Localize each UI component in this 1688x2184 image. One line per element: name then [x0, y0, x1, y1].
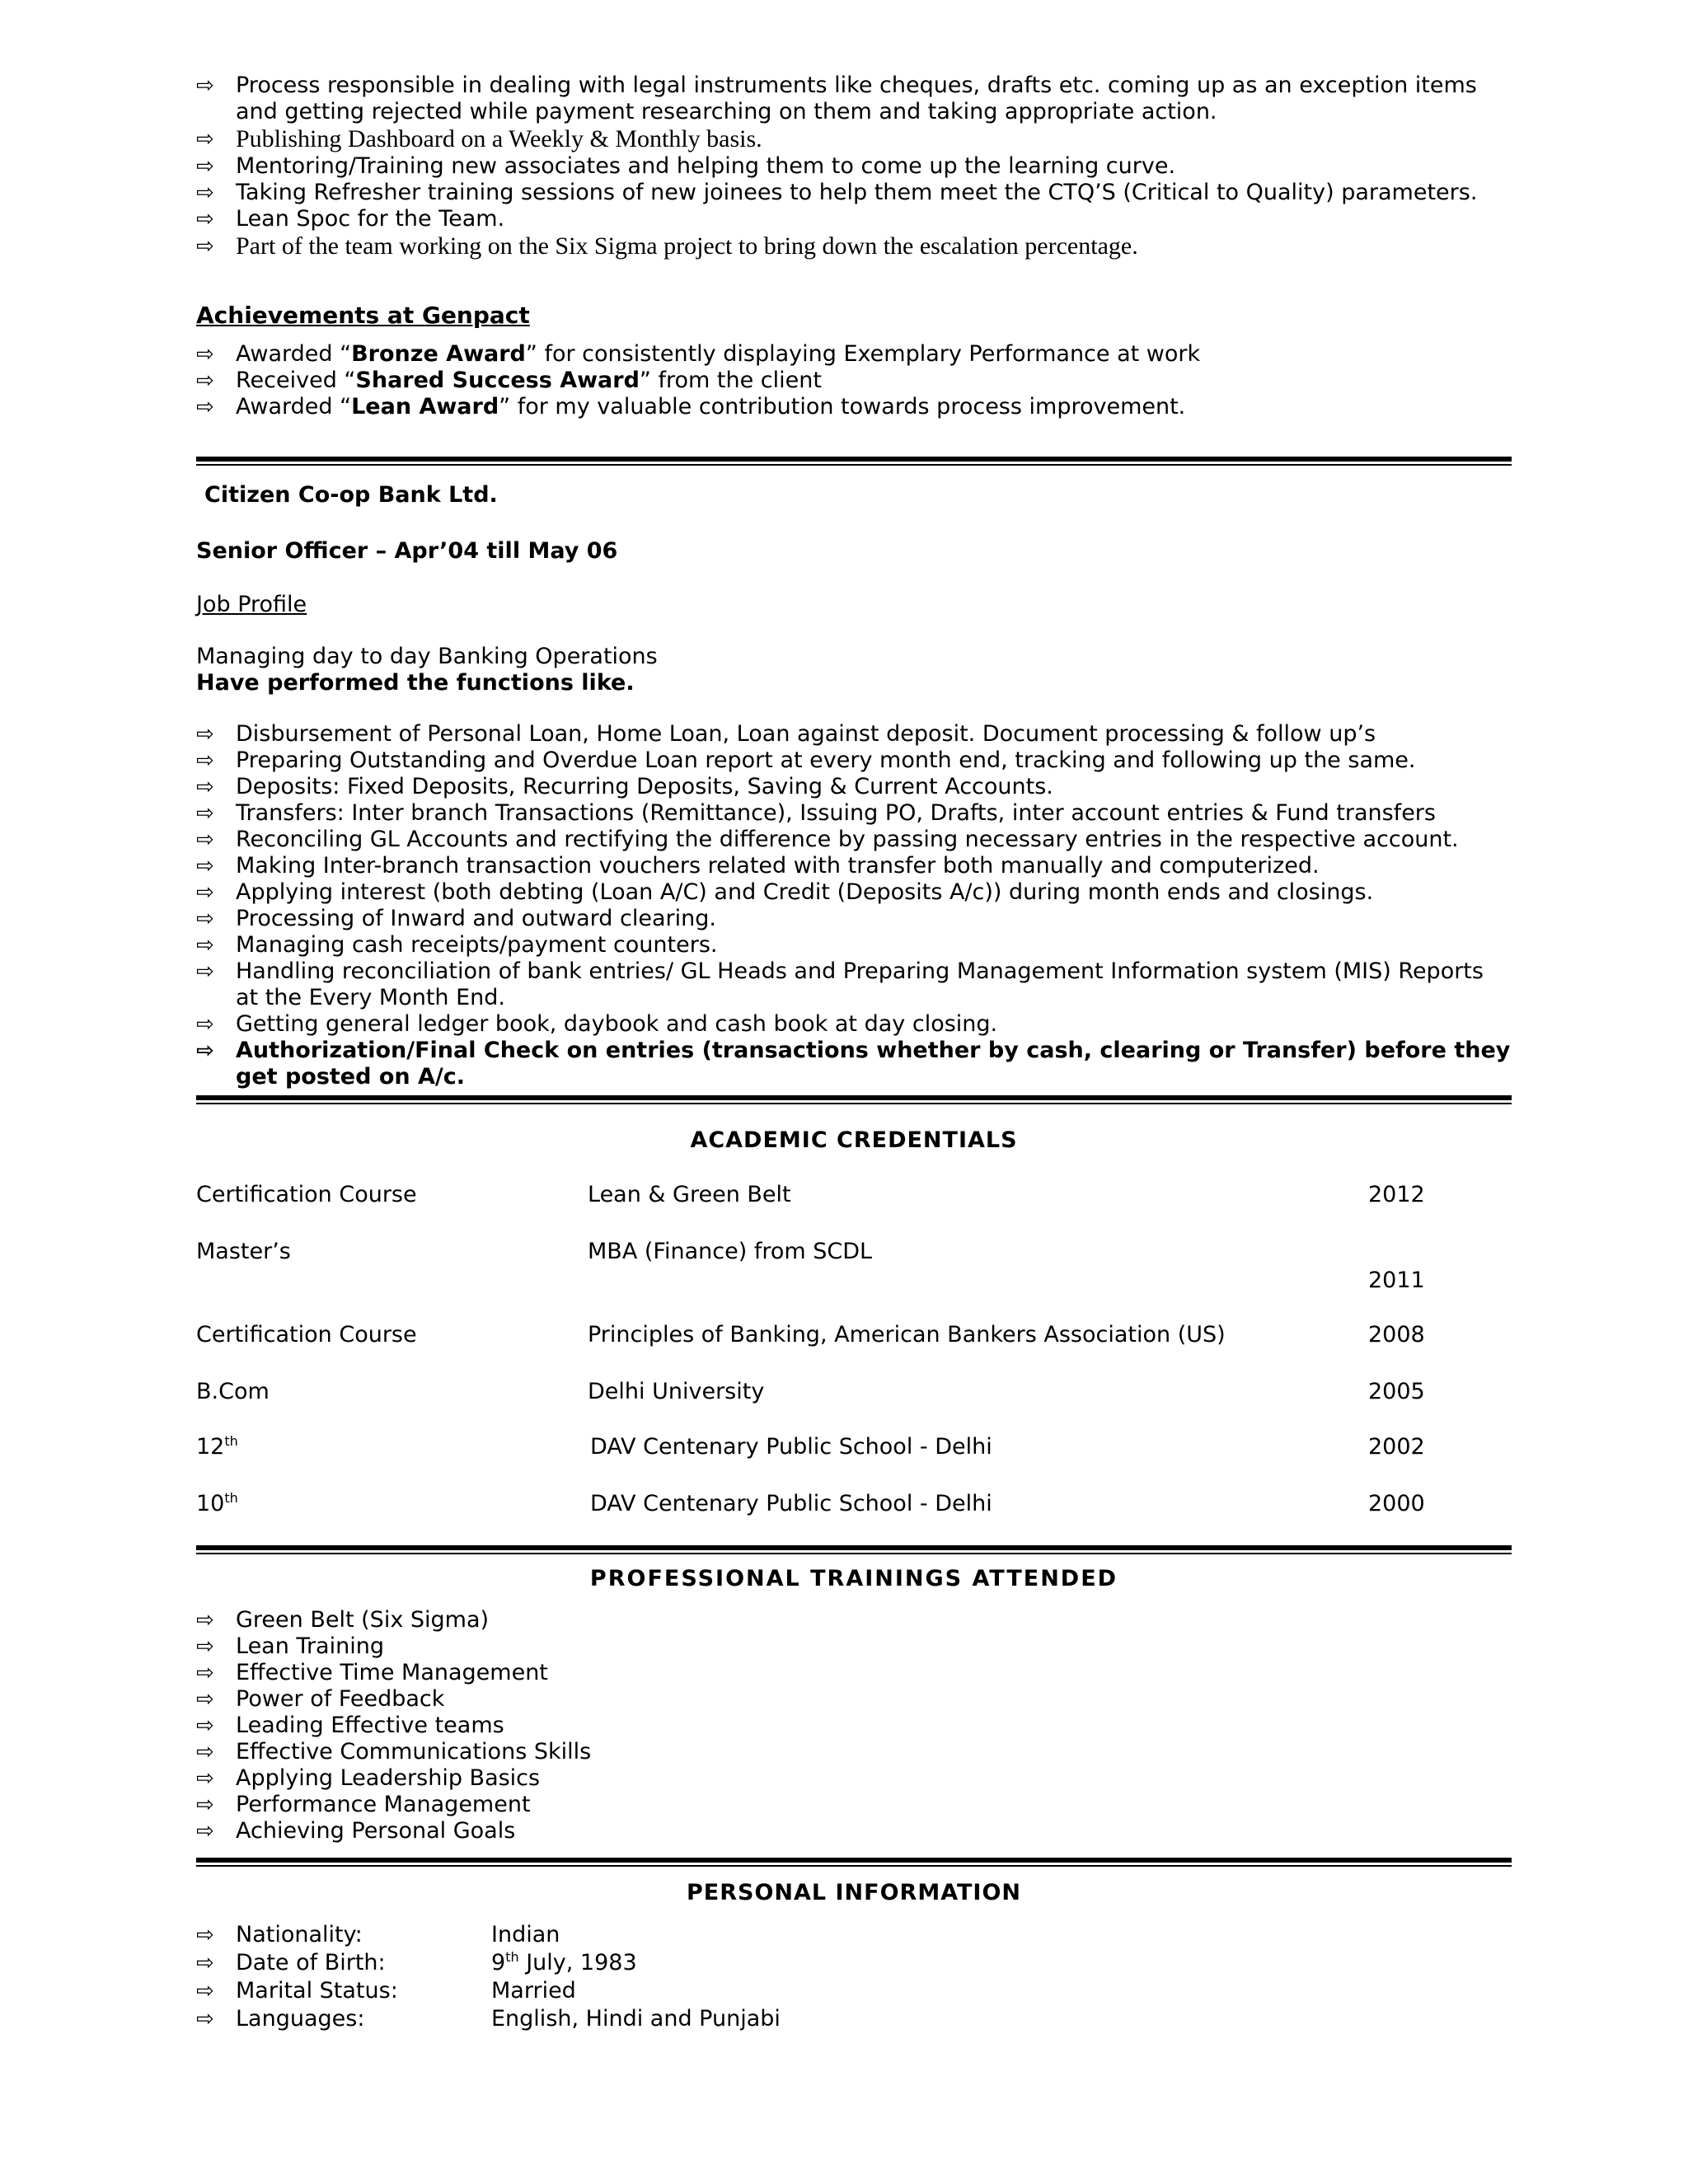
table-row: Certification Course Lean & Green Belt 2012	[196, 1182, 1425, 1207]
list-item: ⇨ Deposits: Fixed Deposits, Recurring Deposits, Saving & Current Accounts.	[196, 774, 1053, 799]
arrow-bullet-icon: ⇨	[196, 73, 214, 98]
arrow-bullet-icon: ⇨	[196, 1038, 214, 1063]
arrow-bullet-icon: ⇨	[196, 775, 214, 799]
arrow-bullet-icon: ⇨	[196, 1793, 214, 1817]
list-item: ⇨ Performance Management	[196, 1792, 531, 1817]
arrow-bullet-icon: ⇨	[196, 1713, 214, 1738]
section-divider	[196, 457, 1512, 466]
list-item: ⇨ Reconciling GL Accounts and rectifying the difference by passing necessary entries in the respective account.	[196, 827, 1459, 852]
arrow-bullet-icon: ⇨	[196, 1687, 214, 1712]
achievements-list	[196, 341, 1512, 420]
list-item: ⇨ Green Belt (Six Sigma)	[196, 1607, 490, 1633]
arrow-bullet-icon: ⇨	[196, 1819, 214, 1844]
list-item: ⇨ Preparing Outstanding and Overdue Loan report at every month end, tracking and following up the same.	[196, 748, 1416, 773]
functions-list	[196, 721, 1512, 1090]
job-summary: Managing day to day Banking Operations	[196, 644, 658, 669]
arrow-bullet-icon: ⇨	[196, 368, 214, 393]
list-item: ⇨ Awarded “Lean Award” for my valuable contribution towards process improvement.	[196, 394, 1186, 419]
arrow-bullet-icon: ⇨	[196, 1951, 214, 1975]
arrow-bullet-icon: ⇨	[196, 933, 214, 958]
trainings-list	[196, 1607, 1512, 1844]
arrow-bullet-icon: ⇨	[196, 827, 214, 852]
list-item: ⇨ Awarded “Bronze Award” for consistently displaying Exemplary Performance at work	[196, 341, 1201, 367]
arrow-bullet-icon: ⇨	[196, 748, 214, 773]
list-item: ⇨ Nationality: Indian	[196, 1922, 560, 1947]
arrow-bullet-icon: ⇨	[196, 234, 214, 259]
list-item: ⇨ Power of Feedback	[196, 1686, 445, 1712]
trainings-title: PROFESSIONAL TRAININGS ATTENDED	[589, 1566, 1118, 1591]
arrow-bullet-icon: ⇨	[196, 180, 214, 205]
arrow-bullet-icon: ⇨	[196, 1012, 214, 1037]
arrow-bullet-icon: ⇨	[196, 880, 214, 905]
arrow-bullet-icon: ⇨	[196, 1634, 214, 1659]
arrow-bullet-icon: ⇨	[196, 1740, 214, 1765]
personal-list	[196, 1921, 1512, 2033]
section-divider	[196, 1095, 1512, 1104]
section-divider	[196, 1545, 1512, 1554]
achievements-heading: Achievements at Genpact	[196, 302, 530, 329]
arrow-bullet-icon: ⇨	[196, 1661, 214, 1685]
company-name: Citizen Co-op Bank Ltd.	[204, 482, 498, 508]
list-item: ⇨ Lean Training	[196, 1633, 384, 1659]
table-row: 12th DAV Centenary Public School - Delhi 2002	[196, 1433, 1425, 1460]
section-divider	[196, 1858, 1512, 1867]
list-item: ⇨ Date of Birth: 9th July, 1983	[196, 1949, 637, 1975]
list-item: ⇨ Applying interest (both debting (Loan A/C) and Credit (Deposits A/c)) during month ends and closings.	[196, 879, 1374, 905]
arrow-bullet-icon: ⇨	[196, 154, 214, 179]
list-item: ⇨ Getting general ledger book, daybook and cash book at day closing.	[196, 1011, 998, 1037]
table-row: Certification Course Principles of Banking, American Bankers Association (US) 2008	[196, 1322, 1425, 1347]
list-item: ⇨ Mentoring/Training new associates and helping them to come up the learning curve.	[196, 153, 1176, 179]
academic-title: ACADEMIC CREDENTIALS	[690, 1127, 1018, 1153]
arrow-bullet-icon: ⇨	[196, 1608, 214, 1633]
list-item: ⇨ Languages: English, Hindi and Punjabi	[196, 2006, 781, 2032]
arrow-bullet-icon: ⇨	[196, 1923, 214, 1947]
arrow-bullet-icon: ⇨	[196, 207, 214, 232]
arrow-bullet-icon: ⇨	[196, 722, 214, 747]
job-profile-label: Job Profile	[196, 592, 307, 617]
list-item: ⇨ Transfers: Inter branch Transactions (Remittance), Issuing PO, Drafts, inter account entries & Fund transfers	[196, 800, 1436, 826]
list-item: ⇨ Managing cash receipts/payment counters.	[196, 932, 718, 958]
arrow-bullet-icon: ⇨	[196, 959, 214, 984]
list-item: ⇨ Authorization/Final Check on entries (transactions whether by cash, clearing or Transfer) before they get posted on A/c.	[196, 1038, 1511, 1090]
arrow-bullet-icon: ⇨	[196, 1766, 214, 1791]
resume-content	[196, 69, 1512, 2033]
academic-table	[196, 1182, 1512, 1524]
personal-title: PERSONAL INFORMATION	[686, 1880, 1022, 1905]
table-row: 10th DAV Centenary Public School - Delhi 2000	[196, 1490, 1425, 1516]
arrow-bullet-icon: ⇨	[196, 395, 214, 419]
arrow-bullet-icon: ⇨	[196, 2007, 214, 2032]
table-row: B.Com Delhi University 2005	[196, 1379, 1425, 1404]
list-item: ⇨ Leading Effective teams	[196, 1713, 504, 1738]
arrow-bullet-icon: ⇨	[196, 907, 214, 931]
list-item: ⇨ Part of the team working on the Six Sigma project to bring down the escalation percentage.	[196, 232, 1138, 260]
list-item: ⇨ Applying Leadership Basics	[196, 1765, 541, 1791]
table-row: Master’s MBA (Finance) from SCDL 2011	[196, 1239, 1425, 1293]
list-item: ⇨ Effective Time Management	[196, 1660, 548, 1685]
list-item: ⇨ Making Inter-branch transaction vouchers related with transfer both manually and computerized.	[196, 853, 1320, 879]
arrow-bullet-icon: ⇨	[196, 127, 214, 152]
arrow-bullet-icon: ⇨	[196, 854, 214, 879]
list-item: ⇨ Taking Refresher training sessions of new joinees to help them meet the CTQ’S (Critical to Quality) parameters.	[196, 180, 1478, 205]
top-bullet-list	[196, 73, 1512, 260]
arrow-bullet-icon: ⇨	[196, 342, 214, 367]
job-role: Senior Officer – Apr’04 till May 06	[196, 538, 618, 564]
list-item: ⇨ Handling reconciliation of bank entries/ GL Heads and Preparing Management Information system (MIS) Reports at the Every Month End.	[196, 958, 1484, 1010]
list-item: ⇨ Disbursement of Personal Loan, Home Loan, Loan against deposit. Document processing & follow up’s	[196, 721, 1376, 747]
arrow-bullet-icon: ⇨	[196, 1979, 214, 2004]
list-item: ⇨ Publishing Dashboard on a Weekly & Monthly basis.	[196, 125, 762, 152]
arrow-bullet-icon: ⇨	[196, 801, 214, 826]
list-item: ⇨ Effective Communications Skills	[196, 1739, 592, 1765]
list-item: ⇨ Processing of Inward and outward clearing.	[196, 906, 716, 931]
list-item: ⇨ Lean Spoc for the Team.	[196, 206, 505, 232]
functions-heading: Have performed the functions like.	[196, 670, 635, 696]
list-item: ⇨ Process responsible in dealing with legal instruments like cheques, drafts etc. coming up as an exception items and getting rejected while payment researching on them and taking appropriate action.	[196, 73, 1477, 124]
list-item: ⇨ Marital Status: Married	[196, 1978, 576, 2004]
list-item: ⇨ Received “Shared Success Award” from the client	[196, 368, 822, 393]
list-item: ⇨ Achieving Personal Goals	[196, 1818, 516, 1844]
